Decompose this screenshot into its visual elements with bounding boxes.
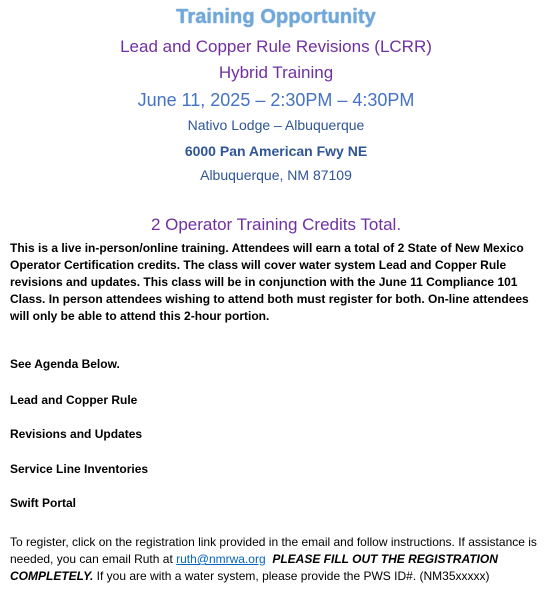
agenda-item: Lead and Copper Rule — [10, 393, 138, 407]
registration-paragraph — [10, 534, 548, 585]
registration-emphasis: PLEASE FILL OUT THE REGISTRATION COMPLETELY. — [10, 552, 498, 583]
page-title: Training Opportunity — [176, 6, 376, 28]
email-link[interactable]: ruth@nmrwa.org — [176, 552, 266, 566]
credits-heading: 2 Operator Training Credits Total. — [150, 215, 402, 234]
registration-pws-note: If you are with a water system, please provide the PWS ID#. (NM35xxxxx) — [93, 569, 490, 583]
registration-text: To register, click on the registration link provided in the email and follow instructions. If assistance is needed, you can email Ruth at — [10, 535, 537, 566]
training-subtitle: Lead and Copper Rule Revisions (LCRR) — [120, 37, 432, 56]
agenda-item: Service Line Inventories — [10, 462, 149, 476]
venue-name: Nativo Lodge – Albuquerque — [187, 117, 365, 133]
agenda-item: Revisions and Updates — [10, 427, 143, 441]
agenda-heading: See Agenda Below. — [10, 357, 120, 371]
training-format: Hybrid Training — [218, 63, 334, 82]
venue-city: Albuquerque, NM 87109 — [200, 167, 352, 183]
training-datetime: June 11, 2025 – 2:30PM – 4:30PM — [137, 90, 415, 110]
description-paragraph: This is a live in-person/online training. Attendees will earn a total of 2 State of New Mexico Operator Certification credits. The class will cover water system Lead and Copper Rule revisions and updates. This class will be in conjunction with the June 11 Compliance 101 Class. In person attendees wishing to attend both must register for both. On-line attendees will only be able to attend this 2-hour portion. — [10, 241, 529, 323]
agenda-item: Swift Portal — [10, 496, 77, 510]
venue-address: 6000 Pan American Fwy NE — [184, 143, 368, 159]
